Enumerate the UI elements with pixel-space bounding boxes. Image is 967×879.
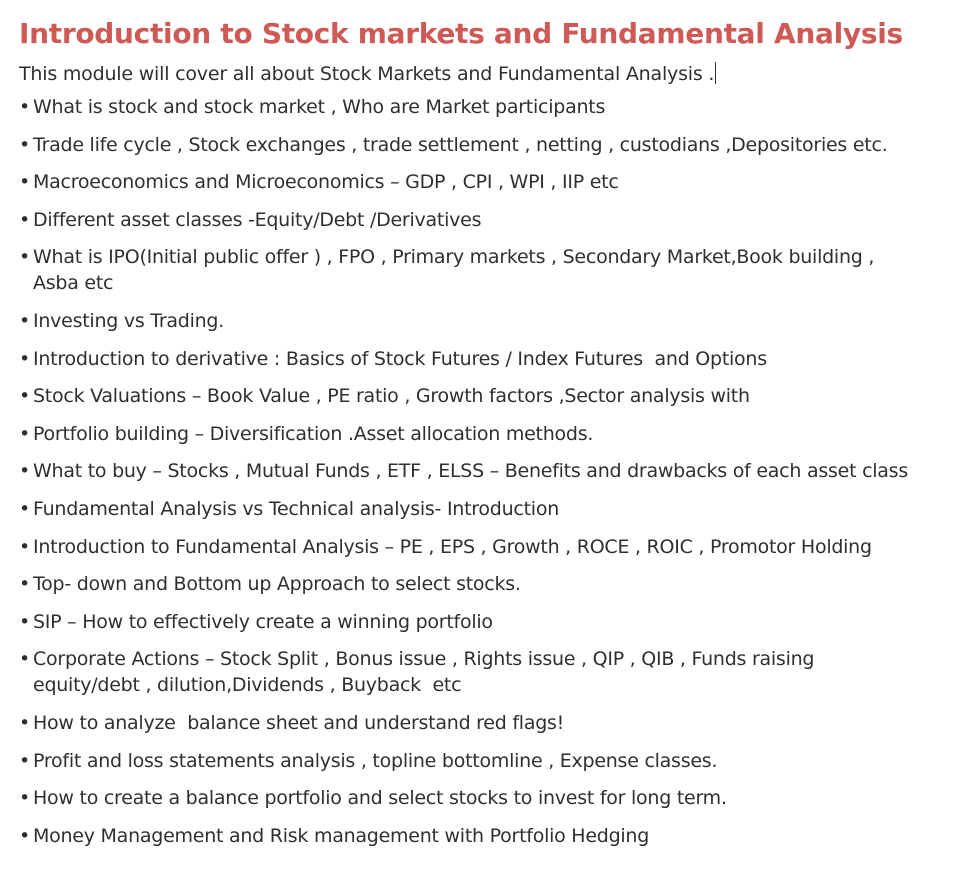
topic-text: • What is stock and stock market , Who are Market participants	[33, 96, 606, 118]
topic-text: • Portfolio building – Diversification .Asset allocation methods.	[33, 422, 594, 445]
topic-text: • Money Management and Risk management with Portfolio Hedging	[33, 824, 650, 847]
topic-text: • Corporate Actions – Stock Split , Bonus issue , Rights issue , QIP , QIB , Funds raising equity/debt , dilution,Dividends , Buyback etc	[33, 648, 815, 697]
topic-text: • Macroeconomics and Microeconomics – GDP , CPI , WPI , IIP etc	[33, 171, 619, 194]
topic-item	[19, 132, 964, 158]
topic-item	[19, 383, 964, 409]
topic-item	[19, 609, 964, 635]
topic-list	[19, 94, 964, 849]
text-cursor	[715, 62, 716, 84]
topic-text: • Different asset classes -Equity/Debt /Derivatives	[33, 208, 482, 231]
intro-paragraph[interactable]	[19, 54, 964, 94]
document-page	[19, 14, 964, 860]
topic-item	[19, 244, 964, 296]
topic-text: • Trade life cycle , Stock exchanges , trade settlement , netting , custodians ,Depositories etc.	[33, 133, 888, 156]
topic-text: • Top- down and Bottom up Approach to select stocks.	[33, 573, 521, 596]
topic-text: • Fundamental Analysis vs Technical analysis- Introduction	[33, 497, 559, 520]
topic-text: • Introduction to Fundamental Analysis – PE , EPS , Growth , ROCE , ROIC , Promotor Holding	[33, 535, 872, 558]
topic-text: • Stock Valuations – Book Value , PE ratio , Growth factors ,Sector analysis with	[33, 385, 750, 408]
topic-item	[19, 823, 964, 849]
topic-item	[19, 646, 964, 698]
topic-item	[19, 748, 964, 774]
topic-text: • How to create a balance portfolio and select stocks to invest for long term.	[33, 787, 727, 810]
topic-text: • Introduction to derivative : Basics of Stock Futures / Index Futures and Options	[33, 347, 767, 370]
topic-item	[19, 207, 964, 233]
topic-text: • SIP – How to effectively create a winning portfolio	[33, 610, 493, 633]
topic-text: • What is IPO(Initial public offer ) , FPO , Primary markets , Secondary Market,Book building , Asba etc	[33, 246, 875, 295]
topic-item	[19, 785, 964, 811]
topic-item	[19, 308, 964, 334]
topic-text: • How to analyze balance sheet and understand red flags!	[33, 711, 565, 734]
document-title: Introduction to Stock markets and Fundamental Analysis	[19, 17, 903, 50]
topic-item	[19, 169, 964, 195]
topic-text: • Investing vs Trading.	[33, 309, 225, 332]
topic-item	[19, 458, 964, 484]
topic-text: • What to buy – Stocks , Mutual Funds , ETF , ELSS – Benefits and drawbacks of each asset class	[33, 460, 908, 483]
intro-text: This module will cover all about Stock Markets and Fundamental Analysis .	[19, 63, 715, 85]
topic-item	[19, 571, 964, 597]
topic-item	[19, 346, 964, 372]
topic-text: • Profit and loss statements analysis , topline bottomline , Expense classes.	[33, 749, 718, 772]
topic-item	[19, 534, 964, 560]
topic-item	[19, 421, 964, 447]
topic-item	[19, 496, 964, 522]
topic-item	[19, 710, 964, 736]
topic-item	[19, 94, 964, 120]
